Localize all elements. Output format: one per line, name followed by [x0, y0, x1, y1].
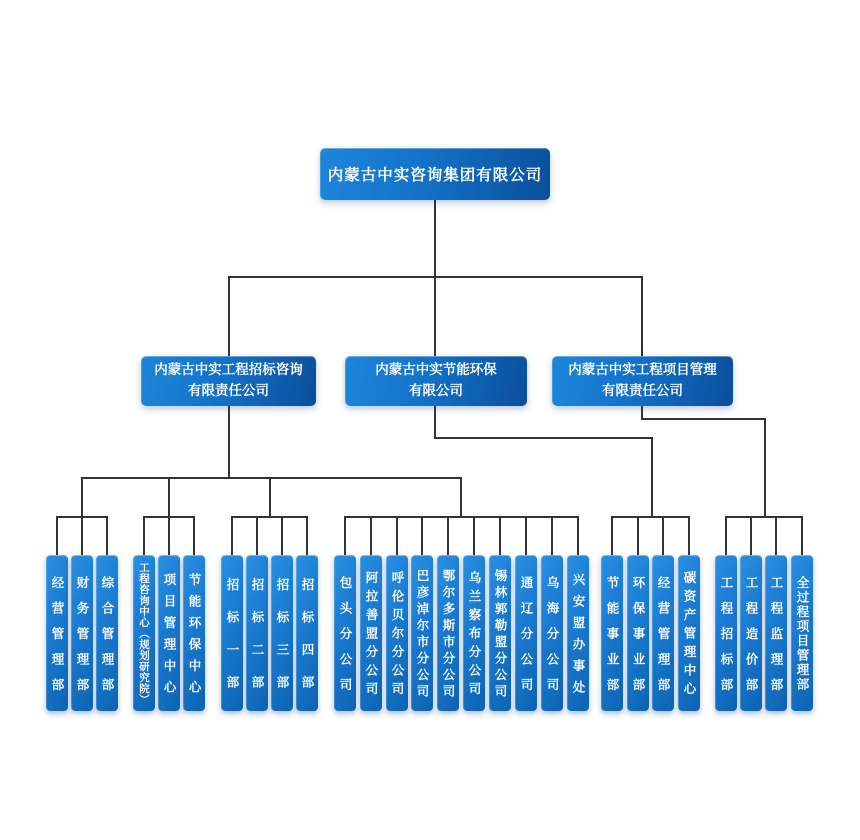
- dept-label: 工程咨询中心（规划研究院）: [138, 561, 150, 705]
- org-leaf-node: [437, 555, 459, 711]
- connector-line: [801, 516, 803, 557]
- org-leaf-node: [96, 555, 118, 711]
- connector-line: [611, 516, 613, 557]
- connector-line: [651, 437, 653, 518]
- org-leaf-node: [158, 555, 180, 711]
- dept-label: 招标二部: [250, 578, 264, 708]
- connector-line: [306, 516, 308, 557]
- dept-label: 经营管理部: [656, 575, 670, 704]
- connector-line: [281, 516, 283, 557]
- org-leaf-node: [411, 555, 433, 711]
- connector-line: [460, 477, 462, 518]
- dept-label: 工程监理部: [769, 575, 783, 704]
- org-leaf-node: [515, 555, 537, 711]
- dept-label: 兴安盟办事处: [571, 573, 585, 702]
- dept-label: 锡林郭勒盟分公司: [493, 569, 507, 701]
- company-label-line2: 有限责任公司: [602, 383, 683, 398]
- connector-line: [764, 418, 766, 518]
- dept-label: 招标三部: [275, 578, 289, 708]
- connector-line: [269, 477, 271, 518]
- connector-line: [231, 516, 233, 557]
- connector-line: [370, 516, 372, 557]
- company-label-line1: 内蒙古中实工程项目管理: [568, 362, 717, 378]
- connector-line: [611, 516, 690, 518]
- connector-line: [725, 516, 727, 557]
- connector-line: [434, 200, 436, 278]
- dept-label: 阿拉善盟分公司: [364, 571, 378, 701]
- connector-line: [525, 516, 527, 557]
- org-leaf-node: [296, 555, 318, 711]
- dept-label: 环保事业部: [631, 575, 645, 704]
- connector-line: [641, 418, 766, 420]
- dept-label: 综合管理部: [100, 575, 114, 704]
- connector-line: [725, 516, 803, 518]
- org-leaf-node: [71, 555, 93, 711]
- dept-label: 碳资产管理中心: [682, 571, 696, 701]
- org-leaf-node: [541, 555, 563, 711]
- connector-line: [231, 516, 308, 518]
- org-leaf-node: [221, 555, 243, 711]
- org-leaf-node: [678, 555, 700, 711]
- dept-label: 全过程项目管理部: [795, 576, 809, 692]
- connector-line: [421, 516, 423, 557]
- connector-line: [473, 516, 475, 557]
- org-leaf-node: [765, 555, 787, 711]
- connector-line: [447, 516, 449, 557]
- org-company-node-project-management: [552, 356, 733, 406]
- org-leaf-node: [601, 555, 623, 711]
- org-leaf-node: [567, 555, 589, 711]
- org-leaf-node: [271, 555, 293, 711]
- org-leaf-node: [334, 555, 356, 711]
- connector-line: [106, 516, 108, 557]
- company-label-line2: 有限责任公司: [188, 383, 269, 398]
- connector-line: [81, 516, 83, 557]
- org-leaf-node: [246, 555, 268, 711]
- connector-line: [396, 516, 398, 557]
- connector-line: [56, 516, 58, 557]
- org-leaf-node: [183, 555, 205, 711]
- connector-line: [775, 516, 777, 557]
- dept-label: 乌兰察布分公司: [467, 571, 481, 701]
- org-leaf-node: [463, 555, 485, 711]
- connector-line: [168, 516, 170, 557]
- org-leaf-node: [627, 555, 649, 711]
- connector-line: [641, 276, 643, 356]
- dept-label: 项目管理中心: [162, 573, 176, 702]
- dept-label: 鄂尔多斯市分公司: [441, 569, 455, 701]
- dept-label: 巴彦淖尔市分公司: [415, 569, 429, 701]
- connector-line: [344, 516, 346, 557]
- org-leaf-node: [715, 555, 737, 711]
- connector-line: [750, 516, 752, 557]
- dept-label: 通辽分公司: [519, 575, 533, 704]
- dept-label: 呼伦贝尔分公司: [390, 571, 404, 701]
- connector-line: [256, 516, 258, 557]
- connector-line: [228, 276, 230, 356]
- company-label-line1: 内蒙古中实节能环保: [375, 362, 497, 378]
- connector-line: [168, 477, 170, 518]
- connector-line: [193, 516, 195, 557]
- org-root-label: 内蒙古中实咨询集团有限公司: [327, 167, 543, 184]
- connector-line: [434, 437, 653, 439]
- org-leaf-node: [791, 555, 813, 711]
- org-leaf-node: [652, 555, 674, 711]
- connector-line: [499, 516, 501, 557]
- company-label-line1: 内蒙古中实工程招标咨询: [154, 362, 303, 378]
- org-root-node: [320, 148, 550, 200]
- connector-line: [228, 406, 230, 478]
- dept-label: 节能事业部: [605, 575, 619, 704]
- org-company-node-tender-consulting: [141, 356, 316, 406]
- org-leaf-node: [133, 555, 155, 711]
- dept-label: 工程招标部: [719, 575, 733, 704]
- dept-label: 招标一部: [225, 578, 239, 708]
- connector-line: [688, 516, 690, 557]
- org-leaf-node: [46, 555, 68, 711]
- dept-label: 包头分公司: [338, 575, 352, 704]
- dept-label: 节能环保中心: [187, 573, 201, 702]
- dept-label: 财务管理部: [75, 575, 89, 704]
- org-leaf-node: [740, 555, 762, 711]
- connector-line: [81, 477, 83, 518]
- dept-label: 工程造价部: [744, 575, 758, 704]
- connector-line: [434, 276, 436, 356]
- connector-line: [344, 516, 579, 518]
- company-label-line2: 有限公司: [409, 383, 463, 398]
- org-leaf-node: [489, 555, 511, 711]
- org-leaf-node: [360, 555, 382, 711]
- org-leaf-node: [386, 555, 408, 711]
- org-company-node-energy-environment: [345, 356, 527, 406]
- connector-line: [637, 516, 639, 557]
- connector-line: [551, 516, 553, 557]
- dept-label: 招标四部: [300, 578, 314, 708]
- connector-line: [434, 406, 436, 439]
- connector-line: [662, 516, 664, 557]
- connector-line: [577, 516, 579, 557]
- dept-label: 经营管理部: [50, 575, 64, 704]
- connector-line: [81, 477, 462, 479]
- connector-line: [143, 516, 145, 557]
- dept-label: 乌海分公司: [545, 575, 559, 704]
